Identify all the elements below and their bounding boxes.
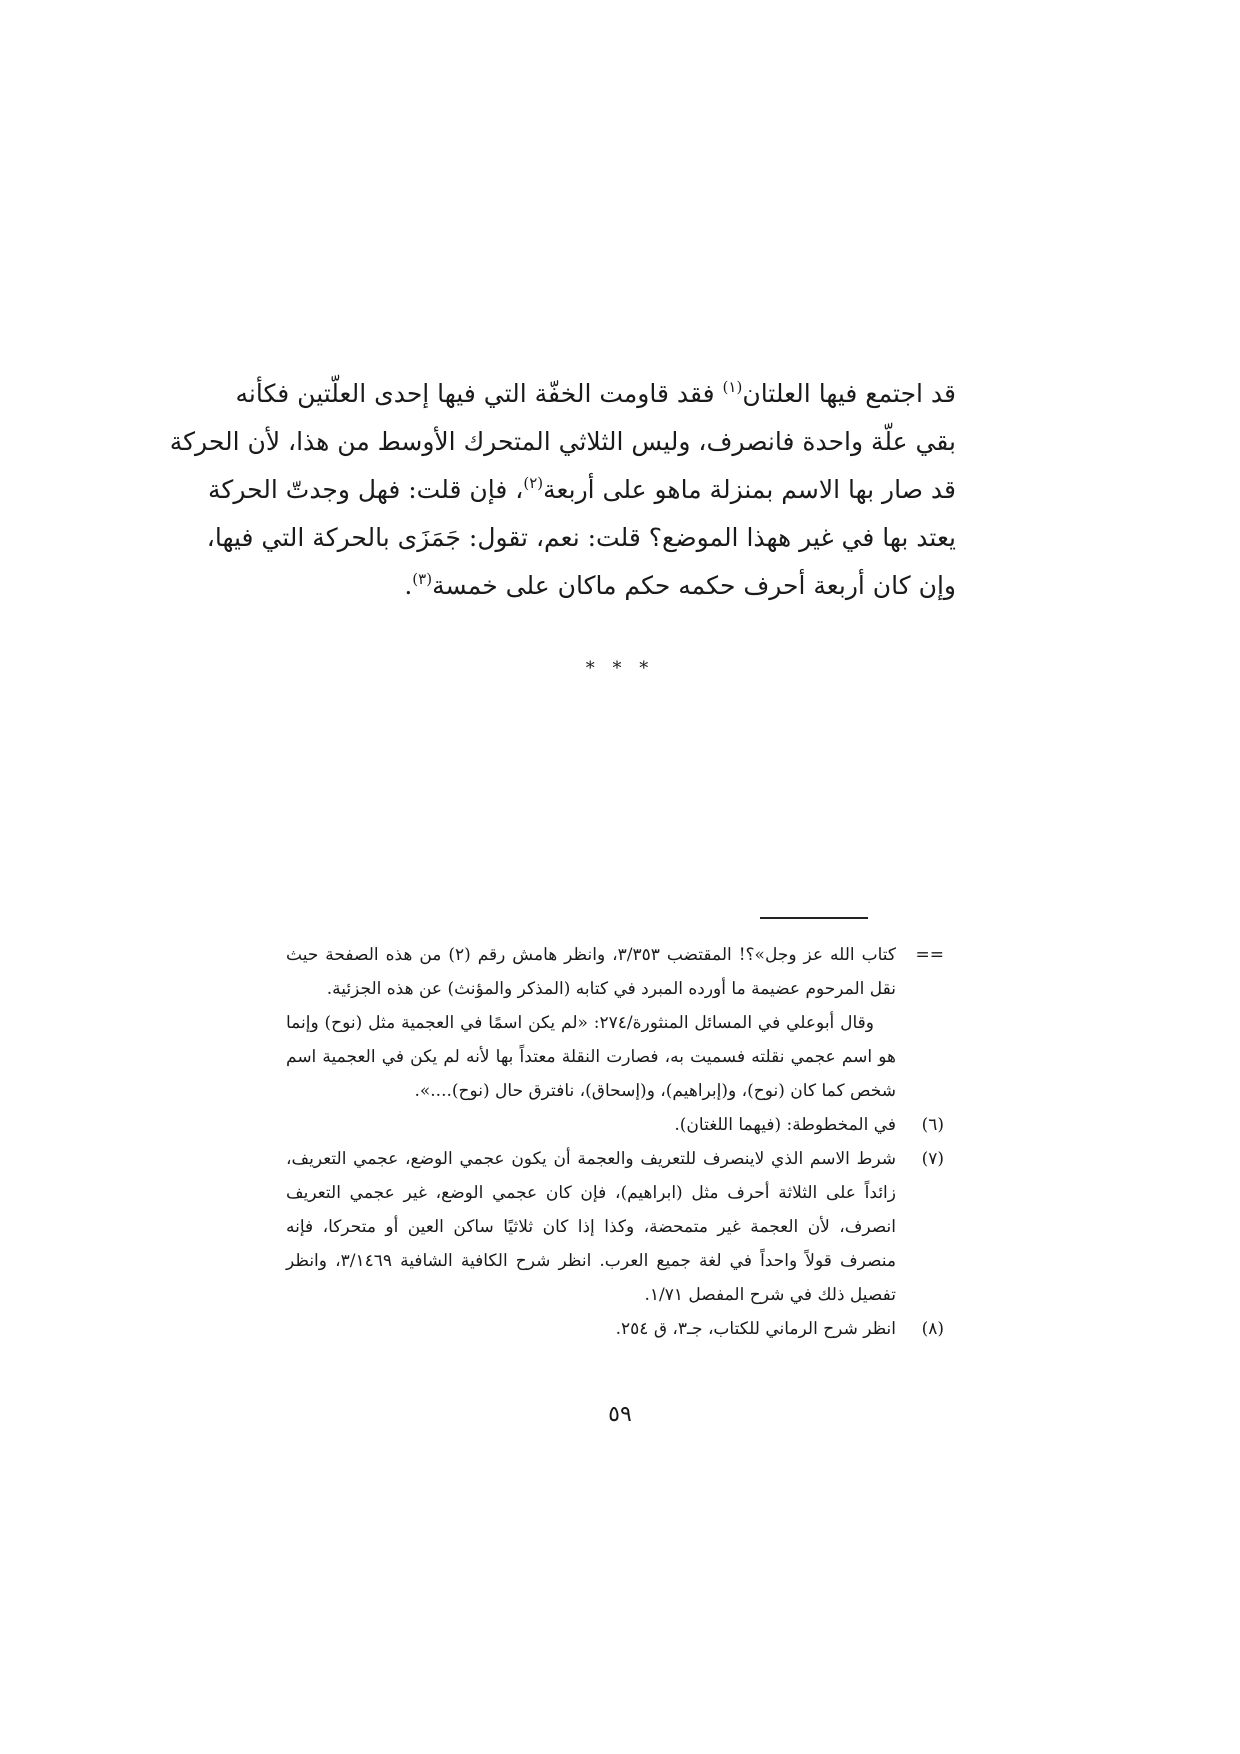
footnote-line: انصرف، لأن العجمة غير متمحضة، وكذا إذا كان ثلاثيًا ساكن العين أو متحركا، فإنه	[286, 1217, 896, 1237]
footnote-ref-2[interactable]: (٢)	[523, 474, 544, 492]
body-line-5: وإن كان أربعة أحرف حكمه حكم ماكان على خمسة$^{(٣)}$.	[404, 570, 956, 600]
section-separator: * * *	[585, 658, 655, 679]
page-number: ٥٩	[608, 1402, 632, 1427]
footnote-number: (٦)	[921, 1115, 944, 1135]
footnote-line: انظر شرح الرماني للكتاب، جـ٣، ق ٢٥٤.	[615, 1319, 896, 1339]
footnote-line: في المخطوطة: (فيهما اللغتان).	[674, 1115, 896, 1135]
footnote-ref-3[interactable]: (٣)	[412, 570, 433, 588]
body-paragraph	[169, 370, 956, 610]
footnote-number: (٨)	[921, 1319, 944, 1339]
footnotes	[286, 938, 944, 1346]
footnote-continued	[286, 938, 944, 1108]
body-line-3: قد صار بها الاسم بمنزلة ماهو على أربعة$^{(٢)}$، فإن قلت: فهل وجدتّ الحركة	[208, 474, 956, 504]
body-line-1: قد اجتمع فيها العلتان$^{(١)}$ فقد قاومت الخفّة التي فيها إحدى العلّتين فكأنه	[235, 378, 956, 408]
footnote-line: وقال أبوعلي في المسائل المنثورة/٢٧٤: «لم يكن اسمًا في العجمية مثل (نوح) وإنما	[286, 1013, 874, 1033]
footnote-line: تفصيل ذلك في شرح المفصل ١/٧١.	[644, 1285, 896, 1305]
footnote-line: شخص كما كان (نوح)، و(إبراهيم)، و(إسحاق)، نافترق حال (نوح)....».	[414, 1081, 896, 1101]
footnote-line: منصرف قولاً واحداً في لغة جميع العرب. انظر شرح الكافية الشافية ٣/١٤٦٩، وانظر	[286, 1251, 896, 1271]
footnote-7	[286, 1142, 944, 1312]
footnote-line: نقل المرحوم عضيمة ما أورده المبرد في كتابه (المذكر والمؤنث) عن هذه الجزئية.	[326, 979, 896, 999]
footnote-divider	[760, 917, 868, 919]
footnote-line: كتاب الله عز وجل»؟! المقتضب ٣/٣٥٣، وانظر هامش رقم (٢) من هذه الصفحة حيث	[286, 945, 896, 965]
footnote-marker: ==	[915, 945, 944, 965]
footnote-6	[286, 1108, 944, 1142]
body-line-2: بقي علّة واحدة فانصرف، وليس الثلاثي المتحرك الأوسط من هذا، لأن الحركة	[169, 427, 956, 456]
footnote-line: شرط الاسم الذي لاينصرف للتعريف والعجمة أن يكون عجمي الوضع، عجمي التعريف،	[286, 1149, 896, 1169]
footnote-line: هو اسم عجمي نقلته فسميت به، فصارت النقلة معتداً بها لأنه لم يكن في العجمية اسم	[286, 1047, 896, 1067]
footnote-number: (٧)	[921, 1149, 944, 1169]
footnote-ref-1[interactable]: (١)	[722, 378, 743, 396]
body-line-4: يعتد بها في غير ههذا الموضع؟ قلت: نعم، تقول: جَمَزَى بالحركة التي فيها،	[206, 523, 956, 552]
footnote-8	[286, 1312, 944, 1346]
footnote-line: زائداً على الثلاثة أحرف مثل (ابراهيم)، فإن كان عجمي الوضع، غير عجمي التعريف	[286, 1183, 896, 1203]
